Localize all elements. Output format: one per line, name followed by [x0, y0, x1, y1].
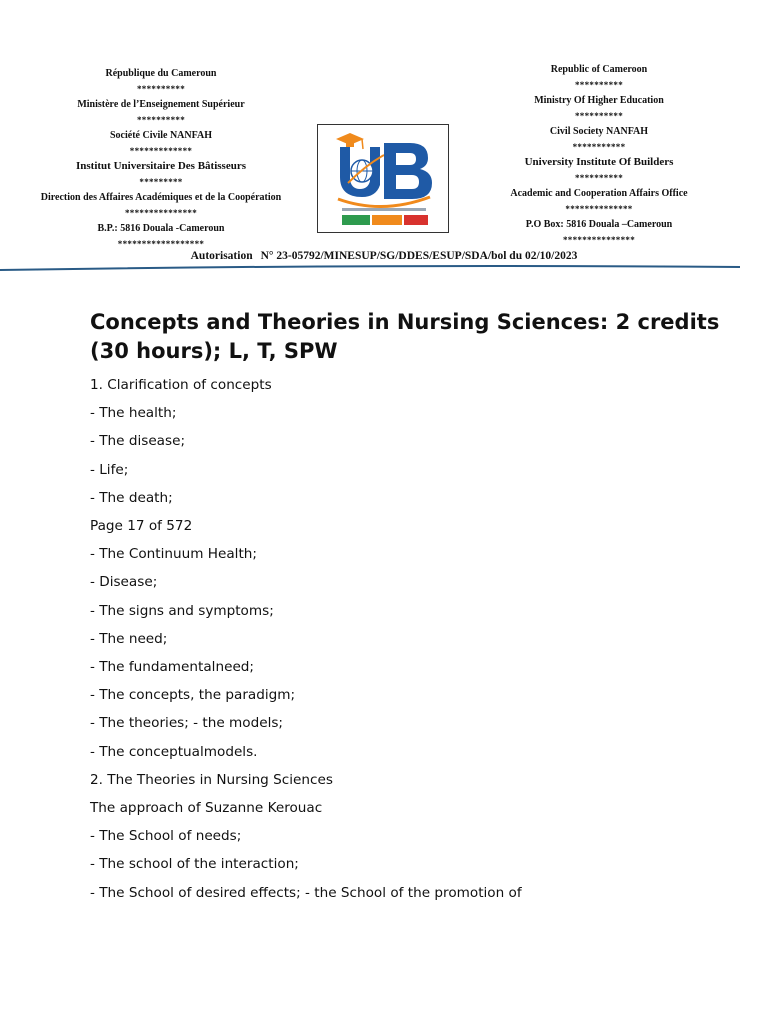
separator-stars: ************** [565, 203, 633, 214]
outline-item: - The fundamentalneed; [90, 659, 255, 676]
header-divider [0, 265, 740, 271]
separator-stars: ****************** [117, 238, 205, 249]
outline-item: - The theories; - the models; [90, 715, 284, 732]
letterhead-line: Civil Society NANFAH [549, 126, 649, 137]
letterhead-line: Direction des Affaires Académiques et de la Coopération [40, 192, 282, 203]
course-outline [90, 371, 730, 907]
letterhead-line: B.P.: 5816 Douala -Cameroun [97, 223, 225, 234]
letterhead-line: République du Cameroun [105, 68, 217, 79]
letterhead [0, 0, 768, 275]
separator-stars: ************* [129, 145, 193, 156]
outline-item: - Disease; [90, 574, 158, 591]
separator-stars: *********** [572, 141, 626, 152]
outline-item: - The need; [90, 630, 168, 647]
outline-item: 2. The Theories in Nursing Sciences [90, 771, 333, 788]
page-marker: Page 17 of 572 [90, 518, 193, 535]
authorization-number: N° 23-05792/MINESUP/SG/DDES/ESUP/SDA/bol du 02/10/2023 [260, 250, 578, 262]
separator-stars: ********** [137, 83, 185, 94]
outline-item: - The signs and symptoms; [90, 602, 274, 619]
letterhead-line: Republic of Cameroon [550, 64, 648, 75]
outline-item: - The disease; [90, 433, 186, 450]
outline-item: - The concepts, the paradigm; [90, 687, 296, 704]
outline-item: - The School of needs; [90, 828, 242, 845]
outline-item: The approach of Suzanne Kerouac [90, 800, 323, 817]
outline-item: - The death; [90, 489, 173, 506]
iub-logo-icon [318, 125, 448, 232]
letterhead-line: Ministère de l’Enseignement Supérieur [77, 99, 245, 110]
letterhead-line: Academic and Cooperation Affairs Office [510, 188, 688, 199]
separator-stars: ********** [575, 172, 623, 183]
letterhead-line: University Institute Of Builders [524, 156, 674, 168]
separator-stars: ********* [139, 176, 183, 187]
institution-logo [317, 124, 449, 233]
letterhead-french-column [20, 66, 302, 252]
outline-item: - The school of the interaction; [90, 856, 299, 873]
outline-item: - Life; [90, 461, 129, 478]
separator-stars: ********** [137, 114, 185, 125]
outline-item: - The conceptualmodels. [90, 743, 258, 760]
letterhead-line: Institut Universitaire Des Bâtisseurs [76, 160, 246, 172]
outline-item: - The health; [90, 405, 177, 422]
authorization-line [0, 250, 768, 262]
letterhead-line: Ministry Of Higher Education [534, 95, 664, 106]
document-body [90, 308, 730, 907]
letterhead-english-column [478, 62, 720, 248]
separator-stars: *************** [125, 207, 197, 218]
outline-item: - The Continuum Health; [90, 546, 257, 563]
outline-item: 1. Clarification of concepts [90, 377, 272, 393]
letterhead-line: P.O Box: 5816 Douala –Cameroun [525, 219, 673, 230]
separator-stars: ********** [575, 110, 623, 121]
separator-stars: ********** [575, 79, 623, 90]
letterhead-line: Société Civile NANFAH [109, 130, 212, 141]
authorization-label: Autorisation [190, 250, 253, 262]
separator-stars: *************** [563, 234, 635, 245]
outline-item: - The School of desired effects; - the School of the promotion of [90, 884, 522, 901]
course-title: Concepts and Theories in Nursing Sciences: 2 credits (30 hours); L, T, SPW [90, 310, 720, 363]
